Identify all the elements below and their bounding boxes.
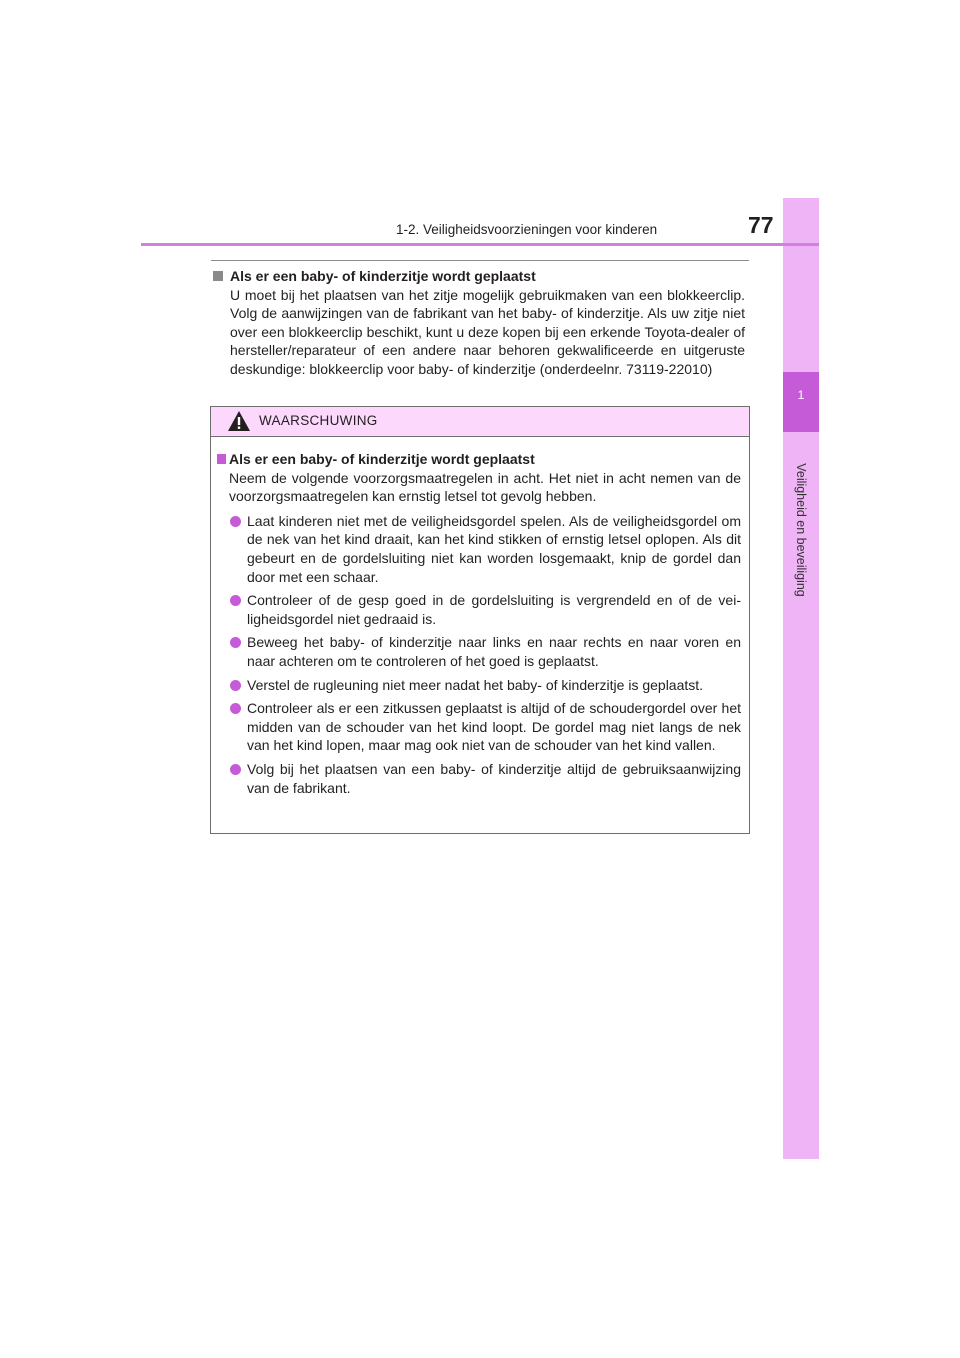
- warning-label: WAARSCHUWING: [259, 413, 378, 428]
- list-item: [217, 676, 741, 695]
- main-paragraph: U moet bij het plaatsen van het zitje mogelijk gebruikmaken van een blokkeerclip. Volg de aanwijzingen van de fabrikant van het baby- of kinderzitje. Als uw zitje niet over een blokkeerclip beschikt, kunt u deze kopen bij een erkende Toyota-dealer of hersteller/reparateur of een andere naar behoren gekwalificeerde en uitgeruste deskundige: blokkeerclip voor baby- of kinderzitje (onderdeelnr. 73119-22010): [230, 286, 745, 377]
- chapter-side-tab: [783, 198, 819, 1159]
- list-item-text: Volg bij het plaatsen van een baby- of kinderzitje altijd de gebruiksaanwijzing van de fabrikant.: [247, 760, 741, 796]
- main-content: [213, 267, 745, 379]
- page-number: 77: [748, 212, 774, 238]
- warning-triangle-icon: [227, 410, 251, 432]
- warning-intro: Neem de volgende voorzorgsmaatregelen in acht. Het niet in acht nemen van de voorzorgsmaatregelen kan ernstig letsel tot gevolg hebben.: [229, 469, 741, 505]
- chapter-side-tab-active: [783, 372, 819, 432]
- bullet-dot-icon: [230, 680, 241, 691]
- list-item: [217, 699, 741, 755]
- section-title: 1-2. Veiligheidsvoorzieningen voor kinderen: [396, 222, 658, 237]
- list-item-text: Beweeg het baby- of kinderzitje naar links en naar rechts en naar voren en naar achteren om te controleren of het goed is geplaatst.: [247, 634, 741, 669]
- main-heading-text: Als er een baby- of kinderzitje wordt geplaatst: [230, 268, 536, 284]
- main-heading: [213, 267, 745, 286]
- list-item-text: Controleer als er een zitkussen geplaatst is altijd of de schoudergordel over het midden van de schouder van het kind loopt. De gordel mag niet langs de nek van het kind lopen, maar mag ook niet van de schouder van het kind vallen.: [247, 700, 741, 754]
- list-item-text: Laat kinderen niet met de veiligheidsgordel spelen. Als de veiligheidsgordel om de nek van het kind draait, kan het kind stikken of ernstig letsel oplopen. Als dit gebeurt en de gordelsluiting niet kan worden losgemaakt, knip de gordel dan door met een schaar.: [247, 512, 741, 585]
- bullet-dot-icon: [230, 764, 241, 775]
- chapter-title: Veiligheid en beveiliging: [794, 463, 808, 597]
- list-item: [217, 633, 741, 670]
- header-rule: [141, 243, 819, 246]
- warning-heading-text: Als er een baby- of kinderzitje wordt geplaatst: [229, 451, 535, 467]
- bullet-dot-icon: [230, 703, 241, 714]
- list-item: [217, 512, 741, 586]
- warning-heading: [217, 450, 741, 469]
- list-item: [217, 591, 741, 628]
- warning-bullet-list: [217, 512, 741, 797]
- warning-header: [211, 407, 749, 437]
- content-divider: [211, 260, 749, 261]
- square-bullet-icon: [217, 454, 226, 464]
- warning-box: [210, 406, 750, 834]
- square-bullet-icon: [213, 271, 223, 281]
- bullet-dot-icon: [230, 595, 241, 606]
- bullet-dot-icon: [230, 516, 241, 527]
- bullet-dot-icon: [230, 637, 241, 648]
- list-item-text: Verstel de rugleuning niet meer nadat het baby- of kinderzitje is geplaatst.: [247, 676, 704, 693]
- chapter-number: 1: [797, 388, 805, 402]
- list-item-text: Controleer of de gesp goed in de gordelsluiting is vergrendeld en of de veiligheidsgordel niet gedraaid is.: [247, 592, 741, 627]
- list-item: [217, 760, 741, 797]
- warning-body: [211, 437, 749, 797]
